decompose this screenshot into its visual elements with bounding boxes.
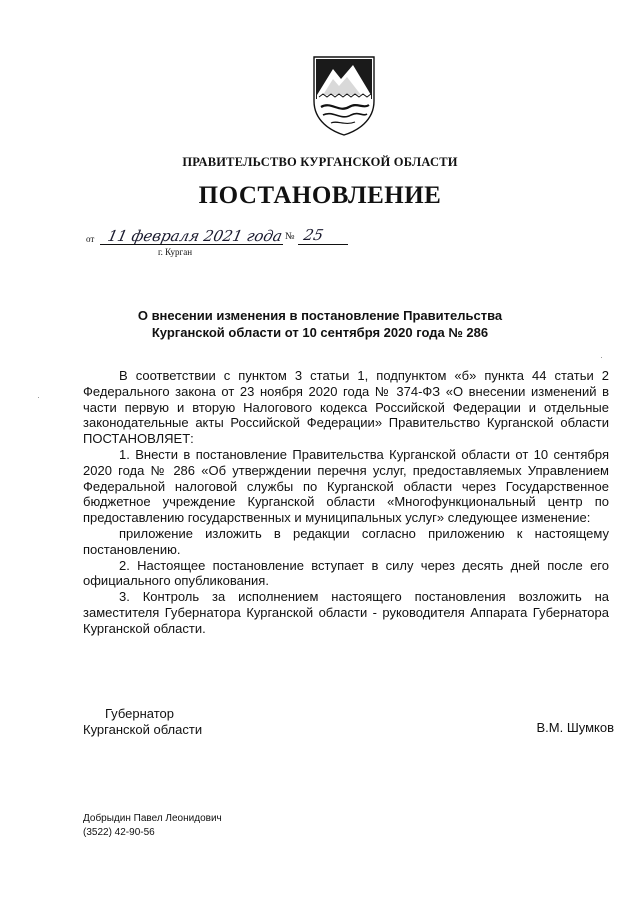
coat-of-arms-emblem — [311, 55, 377, 137]
date-number-block — [86, 228, 356, 268]
heading-line-1: О внесении изменения в постановление Правительства — [137, 308, 503, 323]
scan-speck — [601, 357, 602, 358]
position-line-2: Курганской области — [83, 722, 203, 737]
city-name: г. Курган — [158, 247, 193, 257]
body-paragraph: приложение изложить в редакции согласно приложению к настоящему постановлению. — [83, 525, 609, 557]
number-underline — [298, 244, 348, 245]
document-body — [83, 368, 609, 637]
date-prefix: от — [86, 234, 95, 244]
position-line-1: Губернатор — [105, 706, 174, 721]
body-paragraph: 3. Контроль за исполнением настоящего постановления возложить на заместителя Губернатора Курганской области - руководителя Аппарата Губернатора Курганской области. — [83, 589, 609, 636]
handwritten-number: 25 — [302, 226, 326, 244]
contact-name: Добрыдин Павел Леонидович — [83, 813, 222, 824]
scan-speck — [38, 397, 39, 398]
handwritten-date: 11 февраля 2021 года — [106, 227, 284, 245]
body-paragraph: 1. Внести в постановление Правительства Курганской области от 10 сентября 2020 года № 286 «Об утверждении перечня услуг, предоставляемых Управлением Федеральной налоговой службы по Курганской области через Государственное бюджетное учреждение Курганской области «Многофункциональный центр по предоставлению государственных и муниципальных услуг» следующее изменение: — [83, 446, 609, 526]
heading-line-2: Курганской области от 10 сентября 2020 года № 286 — [151, 325, 489, 340]
signatory-name: В.М. Шумков — [536, 720, 614, 735]
body-paragraph: 2. Настоящее постановление вступает в силу через десять дней после его официального опубликования. — [83, 557, 609, 589]
signatory-position — [83, 706, 202, 738]
contact-block — [83, 812, 222, 840]
contact-phone: (3522) 42-90-56 — [83, 827, 155, 838]
government-name: ПРАВИТЕЛЬСТВО КУРГАНСКОЙ ОБЛАСТИ — [182, 155, 458, 169]
document-type-title: ПОСТАНОВЛЕНИЕ — [198, 182, 442, 209]
body-paragraph: В соответствии с пунктом 3 статьи 1, подпунктом «б» пункта 44 статьи 2 Федерального закона от 23 ноября 2020 года № 374-ФЗ «О внесении изменений в части первую и вторую Налогового кодекса Российской Федерации и отдельные законодательные акты Российской Федерации» Правительство Курганской области ПОСТАНОВЛЯЕТ: — [83, 368, 609, 447]
number-sign: № — [285, 231, 295, 242]
document-heading — [0, 307, 640, 341]
